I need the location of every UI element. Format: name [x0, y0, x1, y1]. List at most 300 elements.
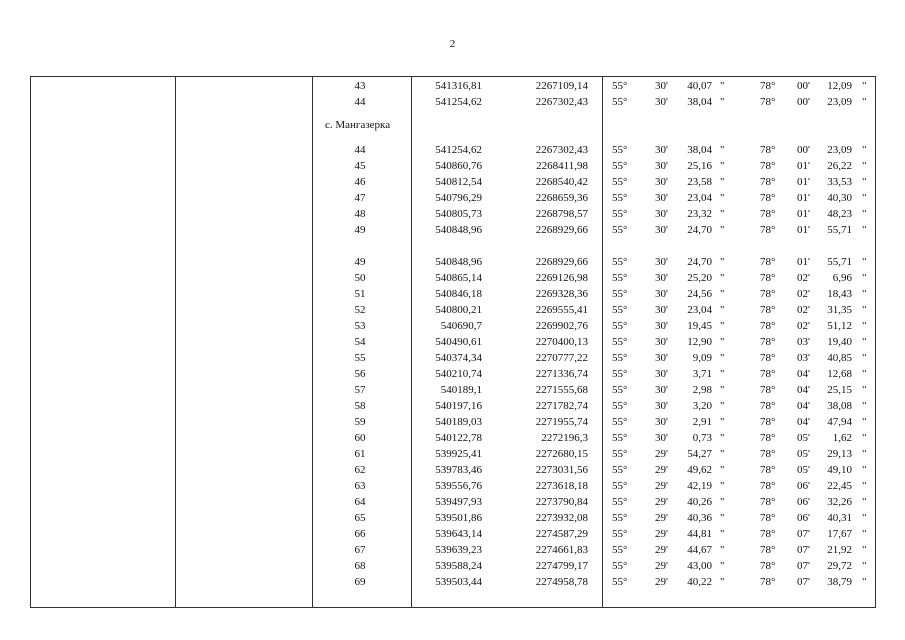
longitude-minutes: 07'	[797, 528, 810, 540]
latitude-degrees: 55°	[612, 576, 628, 588]
longitude-degrees: 78°	[760, 208, 776, 220]
point-number: 46	[354, 176, 366, 188]
longitude-degrees: 78°	[760, 576, 776, 588]
latitude-seconds-mark: "	[720, 208, 725, 220]
longitude-seconds-mark: "	[862, 368, 867, 380]
longitude-minutes: 07'	[797, 544, 810, 556]
x-coordinate: 540690,7	[440, 320, 482, 332]
x-coordinate: 540374,34	[435, 352, 482, 364]
table-row	[0, 558, 905, 574]
longitude-degrees: 78°	[760, 176, 776, 188]
longitude-minutes: 06'	[797, 496, 810, 508]
table-row	[0, 270, 905, 286]
latitude-seconds-mark: "	[720, 512, 725, 524]
point-number: 64	[354, 496, 366, 508]
y-coordinate: 2269555,41	[535, 304, 588, 316]
latitude-seconds: 23,58	[687, 176, 712, 188]
longitude-minutes: 01'	[797, 224, 810, 236]
latitude-seconds: 24,70	[687, 224, 712, 236]
latitude-minutes: 29'	[655, 576, 668, 588]
y-coordinate: 2273790,84	[535, 496, 588, 508]
longitude-minutes: 05'	[797, 464, 810, 476]
latitude-seconds: 44,67	[687, 544, 712, 556]
latitude-seconds: 38,04	[687, 144, 712, 156]
longitude-seconds-mark: "	[862, 144, 867, 156]
latitude-degrees: 55°	[612, 336, 628, 348]
latitude-seconds-mark: "	[720, 480, 725, 492]
latitude-seconds-mark: "	[720, 80, 725, 92]
latitude-seconds-mark: "	[720, 176, 725, 188]
latitude-minutes: 30'	[655, 80, 668, 92]
longitude-seconds-mark: "	[862, 288, 867, 300]
longitude-seconds-mark: "	[862, 192, 867, 204]
table-row	[0, 414, 905, 430]
longitude-degrees: 78°	[760, 160, 776, 172]
latitude-seconds: 24,70	[687, 256, 712, 268]
latitude-degrees: 55°	[612, 560, 628, 572]
latitude-seconds-mark: "	[720, 496, 725, 508]
latitude-degrees: 55°	[612, 512, 628, 524]
latitude-minutes: 30'	[655, 384, 668, 396]
latitude-minutes: 30'	[655, 336, 668, 348]
latitude-degrees: 55°	[612, 288, 628, 300]
latitude-minutes: 29'	[655, 544, 668, 556]
latitude-seconds-mark: "	[720, 320, 725, 332]
latitude-degrees: 55°	[612, 320, 628, 332]
table-row	[0, 206, 905, 222]
point-number: 55	[354, 352, 366, 364]
latitude-minutes: 30'	[655, 272, 668, 284]
x-coordinate: 540122,78	[435, 432, 482, 444]
table-row	[0, 446, 905, 462]
latitude-seconds-mark: "	[720, 96, 725, 108]
point-number: 48	[354, 208, 366, 220]
latitude-seconds: 23,32	[687, 208, 712, 220]
longitude-seconds-mark: "	[862, 560, 867, 572]
y-coordinate: 2273932,08	[535, 512, 588, 524]
latitude-minutes: 29'	[655, 448, 668, 460]
x-coordinate: 540197,16	[435, 400, 482, 412]
longitude-seconds: 22,45	[827, 480, 852, 492]
longitude-seconds-mark: "	[862, 544, 867, 556]
table-row	[0, 334, 905, 350]
longitude-seconds: 40,85	[827, 352, 852, 364]
latitude-minutes: 30'	[655, 96, 668, 108]
latitude-minutes: 30'	[655, 416, 668, 428]
longitude-degrees: 78°	[760, 192, 776, 204]
latitude-minutes: 30'	[655, 432, 668, 444]
longitude-seconds-mark: "	[862, 272, 867, 284]
y-coordinate: 2269902,76	[535, 320, 588, 332]
latitude-minutes: 29'	[655, 512, 668, 524]
point-number: 67	[354, 544, 366, 556]
longitude-seconds: 32,26	[827, 496, 852, 508]
latitude-minutes: 30'	[655, 352, 668, 364]
longitude-seconds: 18,43	[827, 288, 852, 300]
longitude-degrees: 78°	[760, 144, 776, 156]
latitude-minutes: 30'	[655, 160, 668, 172]
longitude-degrees: 78°	[760, 304, 776, 316]
latitude-minutes: 30'	[655, 176, 668, 188]
y-coordinate: 2267109,14	[535, 80, 588, 92]
longitude-seconds-mark: "	[862, 352, 867, 364]
longitude-seconds: 26,22	[827, 160, 852, 172]
latitude-seconds-mark: "	[720, 336, 725, 348]
latitude-seconds-mark: "	[720, 384, 725, 396]
x-coordinate: 539503,44	[435, 576, 482, 588]
table-row	[0, 222, 905, 238]
latitude-degrees: 55°	[612, 144, 628, 156]
y-coordinate: 2273031,56	[535, 464, 588, 476]
longitude-degrees: 78°	[760, 400, 776, 412]
y-coordinate: 2267302,43	[535, 96, 588, 108]
x-coordinate: 540805,73	[435, 208, 482, 220]
section-title: с. Мангазерка	[325, 119, 391, 131]
point-number: 44	[354, 144, 366, 156]
latitude-degrees: 55°	[612, 496, 628, 508]
y-coordinate: 2271555,68	[535, 384, 588, 396]
longitude-degrees: 78°	[760, 544, 776, 556]
latitude-degrees: 55°	[612, 96, 628, 108]
y-coordinate: 2272680,15	[535, 448, 588, 460]
latitude-degrees: 55°	[612, 528, 628, 540]
longitude-seconds: 1,62	[832, 432, 852, 444]
x-coordinate: 540812,54	[435, 176, 482, 188]
latitude-seconds-mark: "	[720, 416, 725, 428]
longitude-minutes: 02'	[797, 304, 810, 316]
x-coordinate: 540210,74	[435, 368, 482, 380]
longitude-degrees: 78°	[760, 464, 776, 476]
table-row	[0, 382, 905, 398]
y-coordinate: 2272196,3	[541, 432, 588, 444]
latitude-seconds: 49,62	[687, 464, 712, 476]
table-row	[0, 254, 905, 270]
table-row	[0, 398, 905, 414]
x-coordinate: 540800,21	[435, 304, 482, 316]
y-coordinate: 2271782,74	[535, 400, 588, 412]
longitude-minutes: 03'	[797, 352, 810, 364]
longitude-degrees: 78°	[760, 480, 776, 492]
table-row	[0, 286, 905, 302]
latitude-seconds-mark: "	[720, 400, 725, 412]
y-coordinate: 2269328,36	[535, 288, 588, 300]
longitude-seconds: 40,31	[827, 512, 852, 524]
point-number: 66	[354, 528, 366, 540]
latitude-minutes: 30'	[655, 288, 668, 300]
page-number: 2	[449, 38, 456, 50]
longitude-seconds-mark: "	[862, 256, 867, 268]
latitude-seconds: 23,04	[687, 304, 712, 316]
longitude-seconds-mark: "	[862, 496, 867, 508]
longitude-degrees: 78°	[760, 432, 776, 444]
point-number: 50	[354, 272, 366, 284]
longitude-degrees: 78°	[760, 448, 776, 460]
latitude-degrees: 55°	[612, 416, 628, 428]
y-coordinate: 2274958,78	[535, 576, 588, 588]
y-coordinate: 2268798,57	[535, 208, 588, 220]
x-coordinate: 540846,18	[435, 288, 482, 300]
x-coordinate: 539497,93	[435, 496, 482, 508]
latitude-minutes: 30'	[655, 192, 668, 204]
latitude-minutes: 30'	[655, 400, 668, 412]
latitude-seconds-mark: "	[720, 528, 725, 540]
longitude-degrees: 78°	[760, 560, 776, 572]
table-row	[0, 574, 905, 590]
longitude-degrees: 78°	[760, 256, 776, 268]
latitude-degrees: 55°	[612, 192, 628, 204]
longitude-degrees: 78°	[760, 320, 776, 332]
latitude-seconds: 54,27	[687, 448, 712, 460]
latitude-seconds: 40,22	[687, 576, 712, 588]
x-coordinate: 540865,14	[435, 272, 482, 284]
longitude-seconds: 12,68	[827, 368, 852, 380]
longitude-minutes: 00'	[797, 80, 810, 92]
latitude-seconds: 40,36	[687, 512, 712, 524]
x-coordinate: 540189,1	[440, 384, 482, 396]
longitude-minutes: 05'	[797, 448, 810, 460]
latitude-minutes: 29'	[655, 464, 668, 476]
latitude-minutes: 30'	[655, 144, 668, 156]
x-coordinate: 539501,86	[435, 512, 482, 524]
y-coordinate: 2274661,83	[535, 544, 588, 556]
latitude-seconds: 3,20	[692, 400, 712, 412]
x-coordinate: 539925,41	[435, 448, 482, 460]
x-coordinate: 539783,46	[435, 464, 482, 476]
y-coordinate: 2270777,22	[535, 352, 588, 364]
longitude-seconds: 40,30	[827, 192, 852, 204]
point-number: 54	[354, 336, 366, 348]
latitude-minutes: 30'	[655, 208, 668, 220]
longitude-seconds-mark: "	[862, 304, 867, 316]
point-number: 63	[354, 480, 366, 492]
latitude-minutes: 30'	[655, 224, 668, 236]
table-row	[0, 318, 905, 334]
y-coordinate: 2270400,13	[535, 336, 588, 348]
latitude-seconds-mark: "	[720, 560, 725, 572]
point-number: 49	[354, 224, 366, 236]
latitude-minutes: 29'	[655, 560, 668, 572]
latitude-degrees: 55°	[612, 224, 628, 236]
point-number: 45	[354, 160, 366, 172]
x-coordinate: 540848,96	[435, 256, 482, 268]
latitude-seconds-mark: "	[720, 576, 725, 588]
longitude-seconds: 31,35	[827, 304, 852, 316]
longitude-seconds: 49,10	[827, 464, 852, 476]
longitude-minutes: 04'	[797, 400, 810, 412]
latitude-seconds: 0,73	[692, 432, 712, 444]
latitude-degrees: 55°	[612, 256, 628, 268]
longitude-seconds: 29,72	[827, 560, 852, 572]
longitude-seconds-mark: "	[862, 320, 867, 332]
longitude-degrees: 78°	[760, 336, 776, 348]
point-number: 52	[354, 304, 366, 316]
longitude-degrees: 78°	[760, 352, 776, 364]
point-number: 47	[354, 192, 366, 204]
longitude-minutes: 04'	[797, 416, 810, 428]
longitude-seconds-mark: "	[862, 96, 867, 108]
x-coordinate: 541316,81	[435, 80, 482, 92]
longitude-degrees: 78°	[760, 528, 776, 540]
latitude-seconds: 38,04	[687, 96, 712, 108]
latitude-degrees: 55°	[612, 544, 628, 556]
longitude-seconds: 33,53	[827, 176, 852, 188]
longitude-seconds-mark: "	[862, 416, 867, 428]
table-row	[0, 494, 905, 510]
point-number: 53	[354, 320, 366, 332]
x-coordinate: 540860,76	[435, 160, 482, 172]
longitude-seconds-mark: "	[862, 224, 867, 236]
longitude-seconds-mark: "	[862, 176, 867, 188]
longitude-seconds-mark: "	[862, 448, 867, 460]
longitude-minutes: 04'	[797, 368, 810, 380]
longitude-seconds-mark: "	[862, 528, 867, 540]
latitude-seconds-mark: "	[720, 160, 725, 172]
latitude-seconds-mark: "	[720, 448, 725, 460]
longitude-minutes: 01'	[797, 160, 810, 172]
longitude-seconds: 38,08	[827, 400, 852, 412]
latitude-seconds-mark: "	[720, 192, 725, 204]
longitude-degrees: 78°	[760, 80, 776, 92]
latitude-degrees: 55°	[612, 160, 628, 172]
longitude-seconds-mark: "	[862, 384, 867, 396]
latitude-minutes: 30'	[655, 368, 668, 380]
point-number: 61	[354, 448, 366, 460]
latitude-seconds-mark: "	[720, 544, 725, 556]
longitude-minutes: 01'	[797, 176, 810, 188]
latitude-seconds-mark: "	[720, 432, 725, 444]
x-coordinate: 539588,24	[435, 560, 482, 572]
longitude-seconds-mark: "	[862, 400, 867, 412]
latitude-degrees: 55°	[612, 304, 628, 316]
latitude-seconds: 40,07	[687, 80, 712, 92]
longitude-degrees: 78°	[760, 96, 776, 108]
longitude-minutes: 01'	[797, 208, 810, 220]
y-coordinate: 2268411,98	[536, 160, 588, 172]
latitude-minutes: 30'	[655, 304, 668, 316]
latitude-degrees: 55°	[612, 384, 628, 396]
latitude-seconds: 42,19	[687, 480, 712, 492]
latitude-seconds-mark: "	[720, 144, 725, 156]
table-row	[0, 462, 905, 478]
latitude-seconds-mark: "	[720, 352, 725, 364]
table-row	[0, 174, 905, 190]
latitude-seconds-mark: "	[720, 288, 725, 300]
longitude-seconds: 51,12	[827, 320, 852, 332]
table-row	[0, 190, 905, 206]
longitude-seconds: 12,09	[827, 80, 852, 92]
y-coordinate: 2271955,74	[535, 416, 588, 428]
latitude-seconds: 44,81	[687, 528, 712, 540]
table-row	[0, 478, 905, 494]
latitude-degrees: 55°	[612, 208, 628, 220]
longitude-minutes: 02'	[797, 288, 810, 300]
longitude-seconds: 6,96	[832, 272, 852, 284]
point-number: 57	[354, 384, 366, 396]
longitude-seconds: 29,13	[827, 448, 852, 460]
x-coordinate: 540796,29	[435, 192, 482, 204]
x-coordinate: 541254,62	[435, 144, 482, 156]
longitude-seconds: 23,09	[827, 144, 852, 156]
latitude-seconds: 19,45	[687, 320, 712, 332]
x-coordinate: 540189,03	[435, 416, 482, 428]
x-coordinate: 540848,96	[435, 224, 482, 236]
y-coordinate: 2271336,74	[535, 368, 588, 380]
y-coordinate: 2273618,18	[535, 480, 588, 492]
point-number: 43	[354, 80, 366, 92]
table-row	[0, 94, 905, 110]
latitude-degrees: 55°	[612, 80, 628, 92]
longitude-minutes: 07'	[797, 560, 810, 572]
point-number: 65	[354, 512, 366, 524]
longitude-seconds-mark: "	[862, 480, 867, 492]
longitude-degrees: 78°	[760, 368, 776, 380]
longitude-degrees: 78°	[760, 288, 776, 300]
latitude-degrees: 55°	[612, 176, 628, 188]
table-row	[0, 142, 905, 158]
latitude-degrees: 55°	[612, 368, 628, 380]
table-row	[0, 510, 905, 526]
latitude-minutes: 30'	[655, 256, 668, 268]
longitude-minutes: 00'	[797, 96, 810, 108]
table-row	[0, 526, 905, 542]
longitude-minutes: 06'	[797, 480, 810, 492]
table-row	[0, 158, 905, 174]
y-coordinate: 2267302,43	[535, 144, 588, 156]
longitude-minutes: 01'	[797, 256, 810, 268]
table-row	[0, 78, 905, 94]
latitude-minutes: 29'	[655, 496, 668, 508]
table-row	[0, 350, 905, 366]
longitude-seconds: 55,71	[827, 256, 852, 268]
latitude-seconds: 25,16	[687, 160, 712, 172]
y-coordinate: 2274799,17	[535, 560, 588, 572]
longitude-seconds: 47,94	[827, 416, 852, 428]
longitude-seconds-mark: "	[862, 80, 867, 92]
longitude-seconds-mark: "	[862, 160, 867, 172]
longitude-seconds-mark: "	[862, 336, 867, 348]
latitude-seconds-mark: "	[720, 272, 725, 284]
y-coordinate: 2268659,36	[535, 192, 588, 204]
point-number: 56	[354, 368, 366, 380]
latitude-seconds: 3,71	[692, 368, 712, 380]
latitude-seconds: 9,09	[692, 352, 712, 364]
y-coordinate: 2268929,66	[535, 224, 588, 236]
latitude-degrees: 55°	[612, 400, 628, 412]
latitude-seconds: 25,20	[687, 272, 712, 284]
latitude-seconds: 40,26	[687, 496, 712, 508]
latitude-seconds-mark: "	[720, 256, 725, 268]
longitude-minutes: 02'	[797, 272, 810, 284]
point-number: 59	[354, 416, 366, 428]
table-row	[0, 542, 905, 558]
longitude-seconds-mark: "	[862, 432, 867, 444]
latitude-degrees: 55°	[612, 448, 628, 460]
longitude-minutes: 01'	[797, 192, 810, 204]
latitude-degrees: 55°	[612, 464, 628, 476]
longitude-seconds: 19,40	[827, 336, 852, 348]
longitude-degrees: 78°	[760, 224, 776, 236]
latitude-seconds: 2,91	[692, 416, 712, 428]
point-number: 49	[354, 256, 366, 268]
latitude-minutes: 29'	[655, 528, 668, 540]
point-number: 51	[354, 288, 366, 300]
longitude-seconds: 25,15	[827, 384, 852, 396]
longitude-seconds-mark: "	[862, 464, 867, 476]
y-coordinate: 2268540,42	[535, 176, 588, 188]
latitude-seconds: 24,56	[687, 288, 712, 300]
y-coordinate: 2268929,66	[535, 256, 588, 268]
point-number: 58	[354, 400, 366, 412]
